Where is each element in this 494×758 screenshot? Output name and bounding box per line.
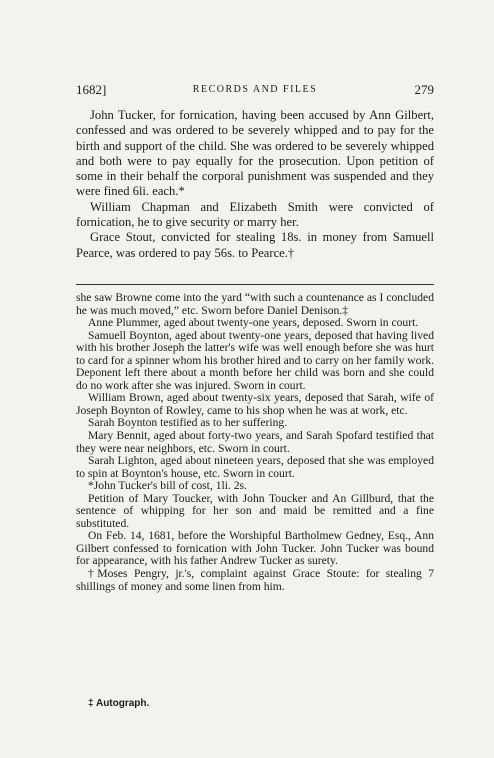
header-year: 1682] xyxy=(76,82,107,97)
autograph-note: ‡ Autograph. xyxy=(88,698,150,709)
paragraph: John Tucker, for fornication, having been accused by Ann Gilbert, confessed and was ordered to be severely whipped and to pay for the birth and support of the child. She was ordered to be severely whipped and both were to pay equally for the prosecution. Upon petition of some in their behalf the corporal punishment was suspended and they were fined 6li. each.* xyxy=(76,108,434,199)
paragraph: William Chapman and Elizabeth Smith were convicted of fornication, he to give security or marry her. xyxy=(76,199,434,230)
footnote-paragraph: Sarah Boynton testified as to her suffering. xyxy=(88,416,288,430)
footnotes xyxy=(76,292,434,593)
footnote-paragraph: On Feb. 14, 1681, before the Worshipful Bartholmew Gedney, Esq., Ann Gilbert confessed to fornication with John Tucker. John Tucker was bound for appearance, with his father Andrew Tucker as surety. xyxy=(76,529,434,568)
footnote-paragraph: †Moses Pengry, jr.'s, complaint against Grace Stoute: for stealing 7 shillings of money and some linen from him. xyxy=(76,567,434,593)
footnote-paragraph: Samuell Boynton, aged about twenty-one years, deposed that having lived with his brother Joseph the latter's wife was well enough before she was hurt to card for a spinner whom his brother hired and to carry on her family work. Deponent left there about a month before her child was born and she could do no work after she was injured. Sworn in court. xyxy=(76,328,435,392)
footnote-paragraph: *John Tucker's bill of cost, 1li. 2s. xyxy=(88,479,247,493)
footnote-paragraph: Anne Plummer, aged about twenty-one years, deposed. Sworn in court. xyxy=(88,316,419,330)
footnote-paragraph: she saw Browne come into the yard “with such a countenance as I concluded he was much moved,” etc. Sworn before Daniel Denison.‡ xyxy=(76,291,434,317)
page-number: 279 xyxy=(414,82,434,97)
main-text xyxy=(76,108,434,261)
footnote-divider xyxy=(76,284,434,285)
footnote-paragraph: William Brown, aged about twenty-six years, deposed that Sarah, wife of Joseph Boynton of Rowley, came to his shop when he was at work, etc. xyxy=(76,391,434,417)
footnote-paragraph: Mary Bennit, aged about forty-two years, and Sarah Spofard testified that they were near neighbors, etc. Sworn in court. xyxy=(76,429,434,455)
footnote-paragraph: Petition of Mary Toucker, with John Toucker and An Gillburd, that the sentence of whipping for her son and maid be remitted and a fine substituted. xyxy=(76,491,434,530)
footnote-paragraph: Sarah Lighton, aged about nineteen years, deposed that she was employed to spin at Boynton's house, etc. Sworn in court. xyxy=(76,454,434,480)
running-header xyxy=(76,82,434,100)
paragraph: Grace Stout, convicted for stealing 18s. in money from Samuell Pearce, was ordered to pay 56s. to Pearce.† xyxy=(76,230,434,260)
header-title: RECORDS AND FILES xyxy=(192,84,318,95)
